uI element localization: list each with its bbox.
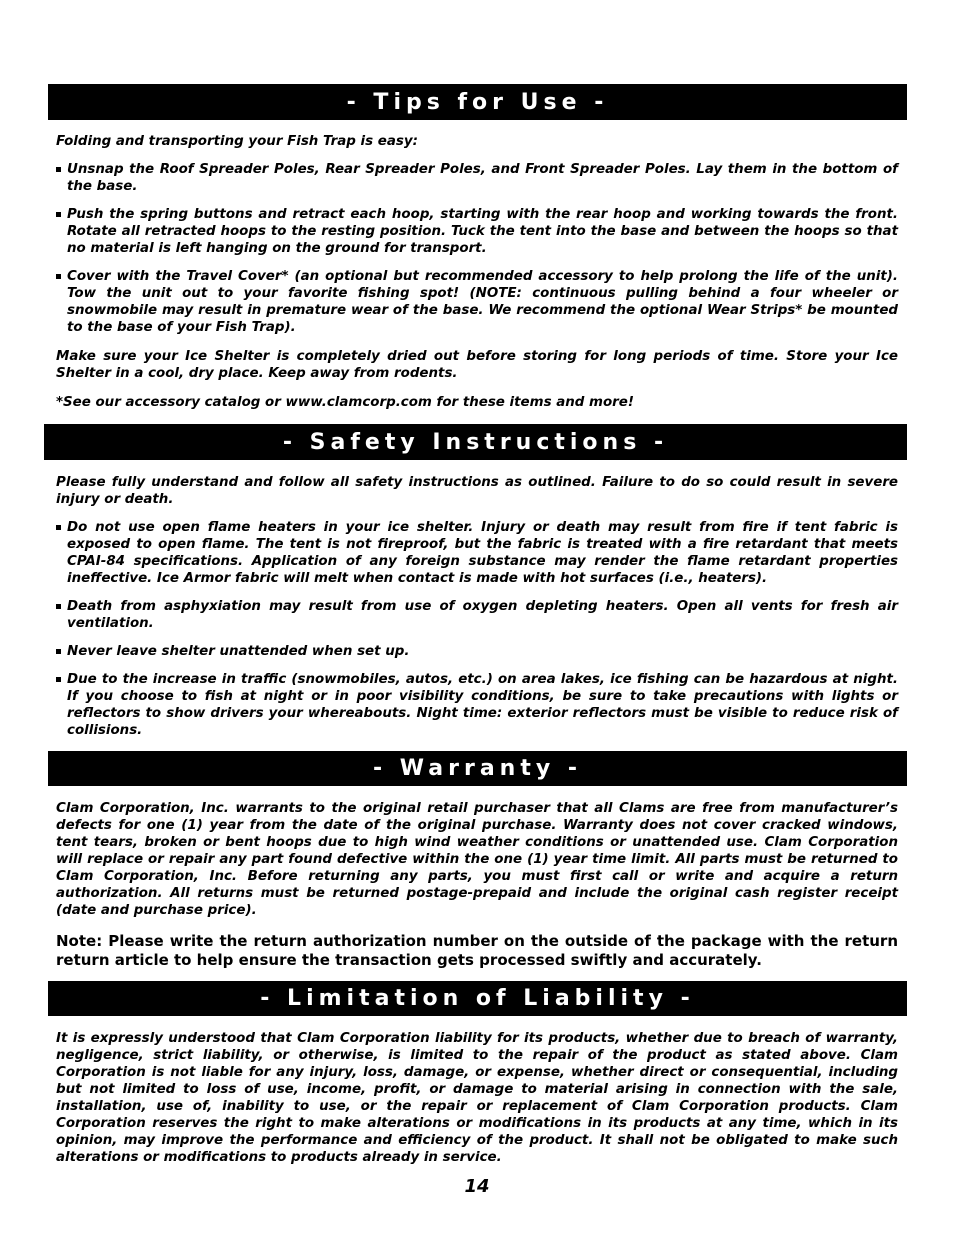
tips-bullet [56, 268, 898, 336]
tips-bullet [56, 161, 898, 195]
tips-bullet-text: Push the spring buttons and retract each hoop, starting with the rear hoop and working towards the front. Rotate all retracted hoops to the resting position. Tuck the tent into the base and between the hoops so that no material is left hanging on the ground for transport. [67, 207, 898, 256]
bullet-icon [56, 677, 61, 682]
safety-bullet [56, 671, 898, 739]
liability-section [56, 1030, 898, 1166]
tips-bullet-text: Cover with the Travel Cover* (an optional but recommended accessory to help prolong the life of the unit). Tow the unit out to your favorite fishing spot! (NOTE: continuous pulling behind a four wheeler or snowmobile may result in premature wear of the base. We recommend the optional Wear Strips* be mounted to the base of your Fish Trap). [67, 269, 898, 335]
safety-bullet-text: Due to the increase in traffic (snowmobiles, autos, etc.) on area lakes, ice fishing can be hazardous at night. If you choose to fish at night or in poor visibility conditions, be sure to take precautions with lights or reflectors to show drivers your whereabouts. Night time: exterior reflectors must be visible to reduce risk of collisions. [67, 672, 898, 738]
safety-bullet-text: Death from asphyxiation may result from use of oxygen depleting heaters. Open all vents for fresh air ventilation. [67, 599, 898, 631]
tips-bullet [56, 206, 898, 257]
bullet-icon [56, 649, 61, 654]
warranty-heading: - Warranty - [48, 751, 907, 786]
safety-bullet-text: Do not use open flame heaters in your ice shelter. Injury or death may result from fire if tent fabric is exposed to open flame. The tent is not fireproof, but the fabric is treated with a fire retardant that meets CPAI-84 specifications. Application of any foreign substance may render the flame retardant properties ineffective. Ice Armor fabric will melt when contact is made with hot surfaces (i.e., heaters). [67, 520, 898, 586]
tips-bullet-text: Unsnap the Roof Spreader Poles, Rear Spreader Poles, and Front Spreader Poles. Lay them in the bottom of the base. [67, 162, 898, 194]
tips-storage: Make sure your Ice Shelter is completely dried out before storing for long periods of time. Store your Ice Shelter in a cool, dry place. Keep away from rodents. [56, 349, 898, 381]
page-number: 14 [464, 1176, 490, 1197]
tips-accessory-note: *See our accessory catalog or www.clamcorp.com for these items and more! [56, 395, 634, 410]
warranty-body: Clam Corporation, Inc. warrants to the original retail purchaser that all Clams are free from manufacturer’s defects for one (1) year from the date of the original purchase. Warranty does not cover cracked windows, tent tears, broken or bent hoops due to high wind weather conditions or unattended use. Clam Corporation will replace or repair any part found defective within the one (1) year time limit. All parts must be returned to Clam Corporation, Inc. Before returning any parts, you must first call or write and acquire a return authorization. All returns must be returned postage-prepaid and include the original cash register receipt (date and purchase price). [56, 801, 898, 918]
tips-intro: Folding and transporting your Fish Trap is easy: [56, 134, 418, 149]
safety-bullet [56, 598, 898, 632]
bullet-icon [56, 274, 61, 279]
tips-heading: - Tips for Use - [48, 84, 907, 120]
liability-heading: - Limitation of Liability - [48, 981, 907, 1016]
safety-bullet [56, 643, 898, 660]
warranty-section [56, 800, 898, 970]
tips-section [56, 133, 898, 411]
bullet-icon [56, 525, 61, 530]
safety-heading: - Safety Instructions - [44, 424, 907, 460]
safety-section [56, 474, 898, 739]
safety-bullet [56, 519, 898, 587]
bullet-icon [56, 212, 61, 217]
bullet-icon [56, 167, 61, 172]
liability-body: It is expressly understood that Clam Corporation liability for its products, whether due to breach of warranty, negligence, strict liability, or otherwise, is limited to the repair of the product as stated above. Clam Corporation is not liable for any injury, loss, damage, or expense, whether direct or consequential, including but not limited to loss of use, income, profit, or damage to material arising in connection with the sale, installation, use of, inability to use, or the repair or replacement of Clam Corporation products. Clam Corporation reserves the right to make alterations or modifications in its products at any time, which in its opinion, may improve the performance and efficiency of the product. It shall not be obligated to make such alterations or modifications to products already in service. [56, 1031, 898, 1165]
warranty-note: Note: Please write the return authorization number on the outside of the package with the return return article to help ensure the transaction gets processed swiftly and accurately. [56, 932, 898, 969]
safety-intro: Please fully understand and follow all safety instructions as outlined. Failure to do so could result in severe injury or death. [56, 475, 898, 507]
safety-bullet-text: Never leave shelter unattended when set up. [67, 644, 410, 659]
bullet-icon [56, 604, 61, 609]
